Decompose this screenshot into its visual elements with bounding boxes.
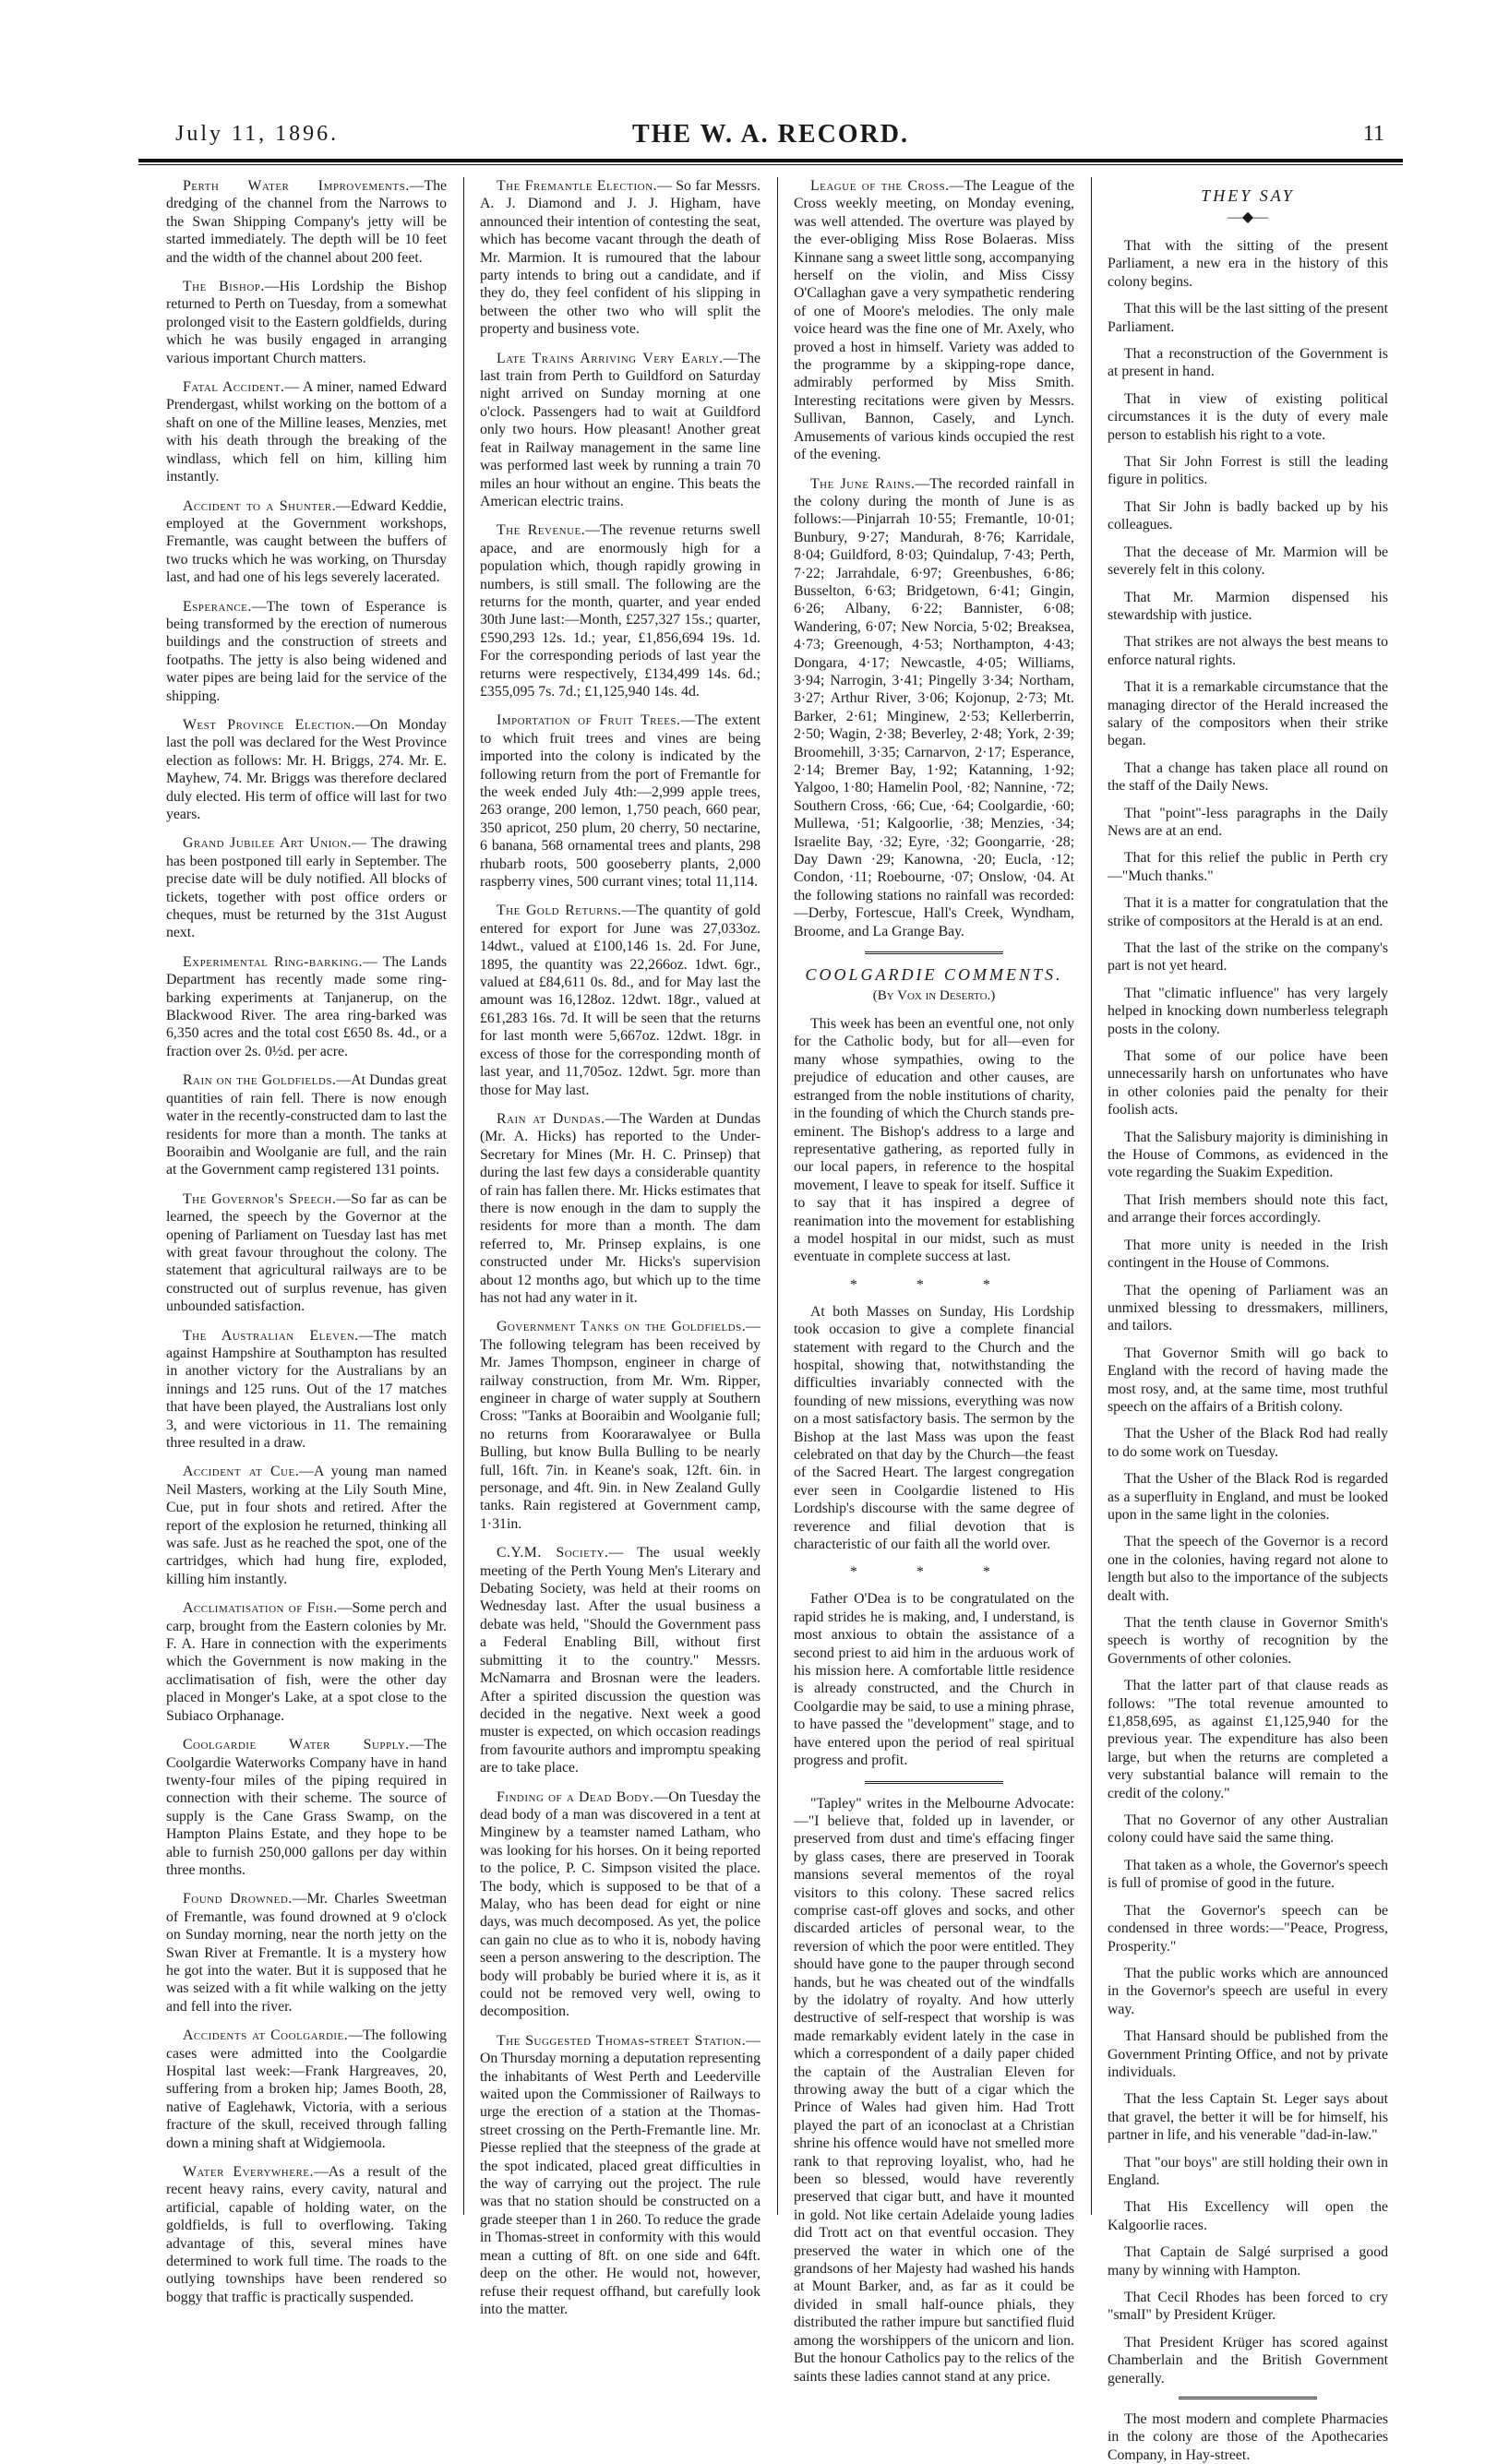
columns (138, 177, 1403, 2463)
news-item-heading: Coolgardie Water Supply. (183, 1737, 410, 1753)
news-item-heading: Experimental Ring-barking. (183, 953, 363, 970)
news-item-body: —The recorded rainfall in the colony during the month of June is as follows:—Pinjarrah 10·55; Fremantle, 10·01; Bunbury, 9·27; Mandurah, 8·76; Karridale, 8·04; Guildford, 8·03; Quindalup, 7·43; Perth, 7·22; Jarrahdale, 6·97; Greenbushes, 6·86; Busselton, 6·63; Bridgetown, 6·41; Gingin, 6·26; Albany, 6·22; Bannister, 6·08; Wandering, 6·07; New Norcia, 5·02; Breaksea, 4·73; Greenough, 4·53; Northampton, 4·43; Dongara, 4·17; Newcastle, 4·05; Williams, 3·94; Narrogin, 3·41; Pingelly 3·34; Northam, 3·27; Arthur River, 3·06; Kojonup, 2·73; Mt. Barker, 2·61; Minginew, 2·53; Kellerberrin, 2·50; Wagin, 2·38; Beverley, 2·48; York, 2·39; Broomehill, 3·35; Carnarvon, 2·17; Esperance, 2·14; Bremer Bay, 1·92; Katanning, 1·92; Yalgoo, 1·80; Hamelin Pool, ·82; Nannine, ·72; Southern Cross, ·66; Cue, ·64; Coolgardie, ·60; Mullewa, ·51; Kalgoorlie, ·38; Menzies, ·34; Israelite Bay, ·32; Eyre, ·32; Goongarrie, ·28; Day Dawn ·29; Kanowna, ·20; Eucla, ·12; Condon, ·11; Roebourne, ·07; Onslow, ·04. At the following stations no rainfall was recorded:—Derby, Fortescue, Hall's Creek, Wyndham, Broome, and La Grange Bay. (794, 475, 1074, 939)
news-item-body: —Mr. Charles Sweetman of Fremantle, was found drowned at 9 o'clock on Sunday morning, near the north jetty on the Swan River at Fremantle. It is a mystery how he got into the water. But it is supposed that he was seized with a fit while walking on the jetty and fell into the river. (166, 1891, 448, 2015)
news-item-body: —His Lordship the Bishop returned to Perth on Tuesday, from a somewhat prolonged visit to the Eastern goldfields, during which he was busily engaged in arranging various important Church matters. (166, 279, 447, 366)
news-item (166, 1890, 447, 2015)
news-item-body: —As a result of the recent heavy rains, every cavity, natural and artificial, capable of holding water, on the goldfields, is full to overflowing. Taking advantage of this, several mines have determined to work full time. The roads to the outlying townships have been rendered so boggy that traffic is practically suspended. (166, 2164, 447, 2305)
they-say-item: That the decease of Mr. Marmion will be severely felt in this colony. (1108, 544, 1388, 579)
news-item (166, 2163, 447, 2306)
news-item-body: —The match against Hampshire at Southampton has resulted in another victory for the Australians by an innings and 125 runs. Out of the 17 matches that have been played, the Australians lost only 3, and were victorious in 11. The remaining three resulted in a draw. (166, 1327, 447, 1451)
news-item-body: —The extent to which fruit trees and vines are being imported into the colony is indicated by the following return from the port of Fremantle for the week ended July 4th:—2,999 apple trees, 263 orange, 200 lemon, 1,750 peach, 660 pear, 350 apricot, 250 plum, 20 cherry, 50 nectarine, 6 banana, 568 ornamental trees and plants, 298 rhubarb roots, 500 gooseberry plants, 2,000 raspberry vines, 500 currant vines; total 11,114. (480, 712, 760, 891)
they-say-item: That the Usher of the Black Rod is regarded as a superfluity in England, and must be looked upon in the same light in the colonies. (1108, 1471, 1388, 1523)
they-say-title: THEY SAY (1201, 186, 1295, 205)
news-item (166, 1599, 447, 1725)
they-say-item: That the Governor's speech can be condensed in three words:—"Peace, Progress, Prosperity." (1108, 1902, 1388, 1955)
news-item-heading: The Gold Returns. (497, 903, 622, 919)
news-item-body: — A miner, named Edward Prendergast, whilst working on the bottom of a shaft on one of the Milline leases, Menzies, met with his death through the breaking of the windlass, which fell on him, killing him instantly. (166, 379, 448, 485)
news-item (794, 475, 1074, 941)
masthead (138, 111, 1403, 148)
news-item-heading: Acclimatisation of Fish. (183, 1600, 338, 1617)
they-say-item: That the speech of the Governor is a record one in the colonies, having regard not alone to length but also to the importance of the subjects dealt with. (1108, 1534, 1388, 1604)
news-item-heading: The Suggested Thomas-street Station. (497, 2032, 747, 2049)
news-item-body: —The League of the Cross weekly meeting, on Monday evening, was well attended. The overture was played by the ever-obliging Miss Rose Bolaeras. Miss Kinnane sang a sweet little song, accompanying herself on the violin, and Miss Cissy O'Callaghan gave a very sympathetic rendering of one of Moore's melodies. The only male voice heard was the fine one of Mr. Axely, who proved a host in himself. Variety was added to the programme by a skipping-rope dance, admirably performed by Miss Smith. Interesting recitations were given by Messrs. Sullivan, Bannon, Casely, and Lynch. Amusements of various kinds occupied the rest of the evening. (794, 178, 1075, 463)
they-say-item: That taken as a whole, the Governor's speech is full of promise of good in the future. (1108, 1857, 1388, 1892)
news-item-body: —The following telegram has been received by Mr. James Thompson, engineer in charge of railway construction, from Mr. Wm. Ripper, engineer in charge of water supply at Southern Cross: "Tanks at Booraibin and Woolganie full; no returns from Koorarawalyee or Bulla Bulling, but know Bulla Bulling to be nearly full, 16ft. 7in. in Keane's soak, 12ft. 6in. in personage, and 4ft. 9in. in New Zealand Gully tanks. Rain registered at Government camp, 1·31in. (480, 1319, 760, 1532)
news-item-heading: Water Everywhere. (183, 2164, 314, 2181)
news-item (166, 2027, 447, 2152)
news-item (166, 834, 447, 941)
column-3-news (794, 177, 1074, 940)
news-item-body: —So far as can be learned, the speech by the Governor at the opening of Parliament on Tuesday last has met with great favour throughout the colony. The statement that agricultural railways are to be constructed out of surplus revenue, has given unbounded satisfaction. (166, 1190, 447, 1315)
they-say-item: That the opening of Parliament was an unmixed blessing to dressmakers, milliners, and tailors. (1108, 1282, 1388, 1334)
they-say-item: That the less Captain St. Leger says about that gravel, the better it will be for himself, his partner in life, and his venerable "dad-in-law." (1108, 2091, 1388, 2144)
news-item-body: —At Dundas great quantities of rain fell. There is now enough water in the recently-constructed dam to last the residents for more than a month. The tanks at Booraibin and Woolganie are full, and the rain at the Government camp registered 131 points. (166, 1072, 448, 1178)
they-say-item: That "climatic influence" has very largely helped in knocking down numberless telegraph posts in the colony. (1108, 985, 1388, 1037)
they-say-item: That the latter part of that clause reads as follows: "The total revenue amounted to £1,858,695, as against £1,125,940 for the previous year. The expenditure has also been large, but when the returns are completed a very substantial balance will remain to the credit of the colony." (1108, 1678, 1388, 1801)
comment-paragraph: At both Masses on Sunday, His Lordship took occasion to give a complete financial statement with regard to the Church and the hospital, showing that, notwithstanding the difficulties invariably connected with the founding of new missions, everything was now on a most satisfactory basis. The sermon by the Bishop at the last Mass was upon the feast celebrated on that day by the Church—the feast of the Sacred Heart. The largest congregation ever seen in Coolgardie listened to His Lordship's discourse with the same degree of reverence and filial devotion that is characteristic of our faith all the world over. (794, 1303, 1074, 1553)
news-item (480, 712, 760, 891)
news-item (480, 1544, 760, 1776)
they-say-item: That the tenth clause in Governor Smith's speech is worthy of recognition by the Governments of other colonies. (1108, 1615, 1388, 1667)
they-say-item: The most modern and complete Pharmacies in the colony are those of the Apothecaries Company, in Hay-street. (1108, 2411, 1388, 2463)
news-item-heading: Fatal Accident. (183, 379, 285, 396)
news-item (794, 177, 1074, 464)
news-item (166, 598, 447, 705)
they-say-item: That Cecil Rhodes has been forced to cry "smalI" by President Krüger. (1108, 2290, 1388, 2324)
page-number: 11 (1362, 122, 1384, 146)
they-say-item: That Sir John Forrest is still the leading figure in politics. (1108, 454, 1388, 488)
column-1 (166, 177, 448, 2305)
news-item (166, 177, 447, 267)
they-say-item: That Mr. Marmion dispensed his stewardship with justice. (1108, 589, 1388, 623)
news-item (480, 1318, 760, 1533)
news-item (166, 1071, 447, 1178)
news-item (166, 278, 447, 367)
asterism: * * * (850, 1564, 1018, 1581)
they-say-item: That President Krüger has scored against Chamberlain and the British Government generally. (1108, 2334, 1388, 2386)
news-item-body: —A young man named Neil Masters, working at the Lily South Mine, Cue, put in four shots and retired. After the report of the explosion he returned, thinking all was safe. Just as he reached the spot, one of the cartridges, which had hung fire, exploded, killing him instantly. (166, 1464, 448, 1587)
section-separator (1179, 2397, 1317, 2399)
title-ornament: —◆— (1227, 209, 1269, 225)
news-item (480, 350, 760, 511)
news-item-body: —The quantity of gold entered for export for June was 27,033oz. 14dwt., valued at £100,146 1s. 2d. For June, 1895, the quantity was 22,266oz. 1dwt. 6gr., valued at £84,611 0s. 8d., and for May last the amount was 16,128oz. 12dwt. 18gr., valued at £61,283 16s. 7d. It will be seen that the returns for last month were 5,667oz. 12dwt. 18gr. in excess of those for the corresponding month of last year, and 11,705oz. 12dwt. 5gr. more than those for May last. (480, 903, 761, 1098)
comment-paragraph: This week has been an eventful one, not only for the Catholic body, but for all—even for many whose sympathies, owing to the prejudice of education and other causes, are estranged from the noble institutions of charity, in the founding of which the Church stands pre-eminent. The Bishop's address to a large and representative gathering, as reported fully in our local papers, in reference to the hospital movement, I leave to speak for itself. Suffice it to say that it has inspired a degree of reanimation into the movement for establishing a model hospital in our midst, such as must eventuate in complete success at last. (794, 1016, 1074, 1265)
news-item-body: —The last train from Perth to Guildford on Saturday night arrived on Sunday morning at one o'clock. Passengers had to wait at Guildford only two hours. How pleasant! Another great feat in Railway management in the same line was performed last week by running a train 70 miles an hour without an engine. This beats the American electric trains. (480, 350, 760, 509)
they-say-item: That a reconstruction of the Government is at present in hand. (1108, 346, 1388, 380)
news-item-body: —The Warden at Dundas (Mr. A. Hicks) has reported to the Under-Secretary for Mines (Mr. H. C. Prinsep) that during the last few days a considerable quantity of rain has fallen there. Mr. Hicks estimates that there is now enough in the dam to supply the residents for more than a month. The dam referred to, Mr. Prinsep explains, is one constructed under Mr. Hicks's supervision about 12 months ago, but which up to the time has not had any water in it. (480, 1110, 760, 1306)
news-item (480, 521, 760, 700)
news-item-heading: Late Trains Arriving Very Early. (497, 350, 724, 366)
masthead-rule-thin (138, 164, 1403, 165)
they-say-item: That Irish members should note this fact, and arrange their forces accordingly. (1108, 1191, 1388, 1226)
news-item-heading: Finding of a Dead Body. (497, 1788, 654, 1805)
they-say-item: That the Usher of the Black Rod had really to do some work on Tuesday. (1108, 1426, 1388, 1460)
news-item-body: —The revenue returns swell apace, and are enormously high for a population which, though rapidly growing in numbers, is still small. The following are the returns for the month, quarter, and year ended 30th June last:—Month, £257,327 15s.; quarter, £590,293 12s. 1d.; year, £1,856,694 19s. 1d. For the corresponding periods of last year the returns were respectively, £134,499 14s. 6d.; £355,095 7s. 7d.; £1,125,940 14s. 4d. (480, 522, 760, 700)
news-item-body: — So far Messrs. A. J. Diamond and J. J. Higham, have announced their intention of contesting the seat, which has become vacant through the death of Mr. Marmion. It is rumoured that the labour party intends to bring out a candidate, and if they do, they feel confident of his slipping in between the other two who will split the property and business vote. (480, 178, 760, 338)
newspaper-title: THE W. A. RECORD. (631, 120, 910, 149)
they-say-item: That Captain de Salgé surprised a good many by winning with Hampton. (1108, 2244, 1388, 2279)
news-item-body: —On Tuesday the dead body of a man was discovered in a tent at Minginew by a teamster named Latham, who was looking for his horses. On it being reported to the police, P. C. Simpson visited the place. The body, which is supposed to be that of a Malay, who has been dead for eight or nine days, was much decomposed. As yet, the police can gain no clue as to who it is, nobody having seen a person answering to the description. The body will probably be buried where it is, as it could not be removed very well, owing to decomposition. (480, 1788, 760, 2020)
column-divider (777, 177, 778, 2215)
news-item-heading: The Revenue. (497, 522, 586, 539)
news-item (480, 902, 760, 1098)
they-say-item: That no Governor of any other Australian colony could have said the same thing. (1108, 1812, 1388, 1847)
news-item (166, 378, 447, 485)
news-item (480, 2032, 760, 2319)
they-say-item: That the Salisbury majority is diminishing in the House of Commons, as evidenced in the vote regarding the Suakim Expedition. (1108, 1129, 1388, 1181)
asterism: * * * (850, 1276, 1018, 1293)
coolgardie-comments-byline: (By Vox in Deserto.) (872, 988, 996, 1004)
news-item-heading: The Australian Eleven. (183, 1327, 359, 1344)
news-item (166, 1463, 447, 1588)
news-item (166, 953, 447, 1060)
news-item (480, 1110, 760, 1307)
news-item-heading: C.Y.M. Society. (497, 1545, 609, 1561)
news-item-heading: Rain at Dundas. (497, 1110, 605, 1127)
news-item (166, 497, 447, 587)
they-say-item: That in view of existing political circumstances it is the duty of every male person to establish his right to a vote. (1108, 390, 1388, 443)
news-item-body: —The town of Esperance is being transformed by the erection of numerous buildings and the construction of streets and footpaths. The jetty is also being widened and water pipes are being laid for the service of the shipping. (166, 598, 447, 704)
news-item-heading: Accidents at Coolgardie. (183, 2027, 349, 2044)
they-say-item: That "point"-less paragraphs in the Daily News are at an end. (1108, 805, 1388, 839)
news-item (166, 1190, 447, 1316)
they-say-item: That more unity is needed in the Irish contingent in the House of Commons. (1108, 1237, 1388, 1272)
news-item-heading: Importation of Fruit Trees. (497, 712, 681, 729)
news-item-heading: Grand Jubilee Art Union. (183, 835, 353, 852)
coolgardie-comments (794, 1015, 1074, 2386)
section-separator (865, 1781, 1003, 1784)
they-say-item: That it is a remarkable circumstance that the managing director of the Herald increased the salary of the compositors when their strike began. (1108, 679, 1388, 749)
column-2 (480, 177, 761, 2317)
news-item-body: — The drawing has been postponed till early in September. The precise date will be duly notified. All blocks of tickets, together with post office orders or cheques, must be returned by the 31st August next. (166, 835, 447, 941)
column-3 (794, 177, 1075, 2385)
news-item-body: —The Coolgardie Waterworks Company have in hand twenty-four miles of the piping required in connection with their scheme. The source of supply is the Cane Grass Swamp, on the Hampton Plains Estate, and they hope to be able to furnish 250,000 gallons per day within three months. (166, 1737, 447, 1878)
news-item-body: —On Thursday morning a deputation representing the inhabitants of West Perth and Leederville waited upon the Commissioner of Railways to urge the erection of a station at the Thomas-street crossing on the Perth-Fremantle line. Mr. Piesse replied that the steepness of the grade at the spot indicated, placed great difficulties in the way of carrying out the project. The rule was that no station should be constructed on a grade steeper than 1 in 260. To reduce the grade in Thomas-street in conformity with this would mean a cutting of 8ft. on one side and 64ft. deep on the other. He would not, however, refuse their request offhand, but carefully look into the matter. (480, 2032, 760, 2317)
news-item (166, 716, 447, 823)
news-item-body: —On Monday last the poll was declared for the West Province election as follows: Mr. H. Briggs, 274. Mr. E. Mayhew, 74. Mr. Briggs was therefore declared duly elected. His term of office will last for two years. (166, 716, 447, 822)
they-say-item: That the public works which are announced in the Governor's speech are useful in every way. (1108, 1965, 1388, 2017)
they-say-item: That Hansard should be published from the Government Printing Office, and not by private individuals. (1108, 2028, 1388, 2080)
news-item-heading: The June Rains. (810, 475, 916, 492)
news-item (480, 177, 760, 339)
they-say-item: That it is a matter for congratulation that the strike of compositors at the Herald is at an end. (1108, 895, 1388, 929)
news-item-body: —The following cases were admitted into the Coolgardie Hospital last week:—Frank Hargreaves, 20, suffering from a broken hip; James Booth, 28, native of Eaglehawk, Victoria, with a serious fracture of the skull, received through falling down a mining shaft at Widgiemoola. (166, 2027, 447, 2151)
news-item-heading: Perth Water Improvements. (183, 178, 410, 194)
they-say-item: That "our boys" are still holding their own in England. (1108, 2154, 1388, 2188)
they-say-item: That strikes are not always the best means to enforce natural rights. (1108, 634, 1388, 668)
section-separator (865, 951, 1003, 954)
they-say-list (1108, 237, 1388, 2464)
column-divider (463, 177, 464, 2215)
news-item-heading: Accident at Cue. (183, 1464, 300, 1480)
they-say-item: That with the sitting of the present Parliament, a new era in the history of this colony begins. (1108, 238, 1388, 290)
news-item-heading: The Governor's Speech. (183, 1190, 337, 1207)
news-item-heading: West Province Election. (183, 716, 355, 733)
they-say-item: That the last of the strike on the company's part is not yet heard. (1108, 940, 1388, 975)
they-say-item: That Sir John is badly backed up by his colleagues. (1108, 498, 1388, 533)
comment-paragraph: Father O'Dea is to be congratulated on the rapid strides he is making, and, I understand, is most anxious to obtain the assistance of a second priest to aid him in the arduous work of his mission here. A comfortable little residence is already constructed, and the Church in Coolgardie may be said, to use a mining phrase, to have passed the "development" stage, and to have entered upon the period of real spiritual progress and profit. (794, 1591, 1074, 1769)
news-item-heading: League of the Cross. (810, 178, 950, 194)
issue-date: July 11, 1896. (175, 122, 340, 146)
column-4 (1108, 177, 1388, 2463)
news-item-heading: The Fremantle Election. (497, 178, 657, 194)
news-item-heading: Esperance. (183, 598, 252, 615)
they-say-item: That a change has taken place all round on the staff of the Daily News. (1108, 760, 1388, 795)
they-say-item: That for this relief the public in Perth cry—"Much thanks." (1108, 850, 1388, 884)
news-item-body: — The Lands Department has recently made some ring-barking experiments at Tanjanerup, on the Blackwood River. The area ring-barked was 6,350 acres and the total cost £650 8s. 4d., or a fraction over 2s. 0½d. per acre. (166, 953, 448, 1059)
newspaper-page (138, 111, 1403, 2463)
coolgardie-comments-title: COOLGARDIE COMMENTS. (805, 965, 1063, 985)
news-item-heading: Accident to a Shunter. (183, 497, 337, 514)
they-say-item: That some of our police have been unnecessarily harsh on unfortunates who have in other colonies paid the penalty for their foolish acts. (1108, 1048, 1388, 1118)
news-item-body: —The dredging of the channel from the Narrows to the Swan Shipping Company's jetty will be started immediately. The depth will be 10 feet and the width of the channel about 200 feet. (166, 178, 447, 266)
news-item-heading: Rain on the Goldfields. (183, 1072, 337, 1089)
comment-paragraph: "Tapley" writes in the Melbourne Advocate:—"I believe that, folded up in lavender, or preserved from dust and time's effacing finger by glass cases, there are preserved in Toorak mansions several mementos of the royal visitors to this colony. These sacred relics comprise cast-off gloves and socks, and other discarded articles of personal wear, to the reversion of which the poor were entitled. They should have gone to the pauper through second hands, but he was cheated out of the windfalls by the idolatry of royalty. And how utterly destructive of self-respect that worship is was made remarkably evident lately in the case in which a correspondent of a daily paper chided the captain of the Australian Eleven for throwing away the butt of a cigar which the Prince of Wales had given him. Had Trott played the part of an iconoclast at a Christian shrine his offence would have not smelled more rank to that reproving loyalist, who, had he been so blessed, would have reverently preserved that cigar butt, and have it mounted in gold. Not like certain Adelaide young ladies did Trott act on that eventful occasion. They preserved the water in which one of the grandsons of her Majesty had washed his hands at Mount Barker, and, as far as it could be divided in small half-ounce phials, they distributed the rather impure but sanctified fluid among the worshippers of the unicorn and lion. But the honour Catholics pay to the relics of the saints these ladies cannot stand at any price. (794, 1795, 1074, 2385)
news-item-heading: The Bishop. (183, 279, 265, 295)
news-item-body: —Edward Keddie, employed at the Government workshops, Fremantle, was caught between the buffers of two trucks which he was working, on Thursday last, and had one of his legs severely lacerated. (166, 497, 447, 586)
they-say-item: That His Excellency will open the Kalgoorlie races. (1108, 2199, 1388, 2233)
masthead-rule (138, 159, 1403, 162)
news-item-body: —Some perch and carp, brought from the Eastern colonies by Mr. F. A. Hare in connection with the experiments which the Government is now making in the acclimatisation of fish, were the other day placed in Monger's Lake, at a spot close to the Subiaco Orphanage. (166, 1600, 447, 1724)
news-item-heading: Government Tanks on the Goldfields. (497, 1319, 747, 1335)
column-divider (1091, 177, 1092, 2215)
news-item-body: — The usual weekly meeting of the Perth Young Men's Literary and Debating Society, was held at their rooms on Wednesday last. After the usual business a debate was held, "Should the Government pass a Federal Enabling Bill, without first submitting it to the country." Messrs. McNamarra and Brosnan were the leaders. After a spirited discussion the question was decided in the negative. Next week a good muster is expected, on which occasion readings from favourite authors and impromptu speaking are to take place. (480, 1545, 760, 1776)
news-item (166, 1736, 447, 1879)
news-item (166, 1327, 447, 1453)
they-say-item: That Governor Smith will go back to England with the record of having made the most rosy, and, at the same time, most truthful speech on the affairs of a British colony. (1108, 1345, 1388, 1415)
news-item-heading: Found Drowned. (183, 1891, 293, 1908)
they-say-item: That this will be the last sitting of the present Parliament. (1108, 301, 1388, 335)
news-item (480, 1788, 760, 2021)
